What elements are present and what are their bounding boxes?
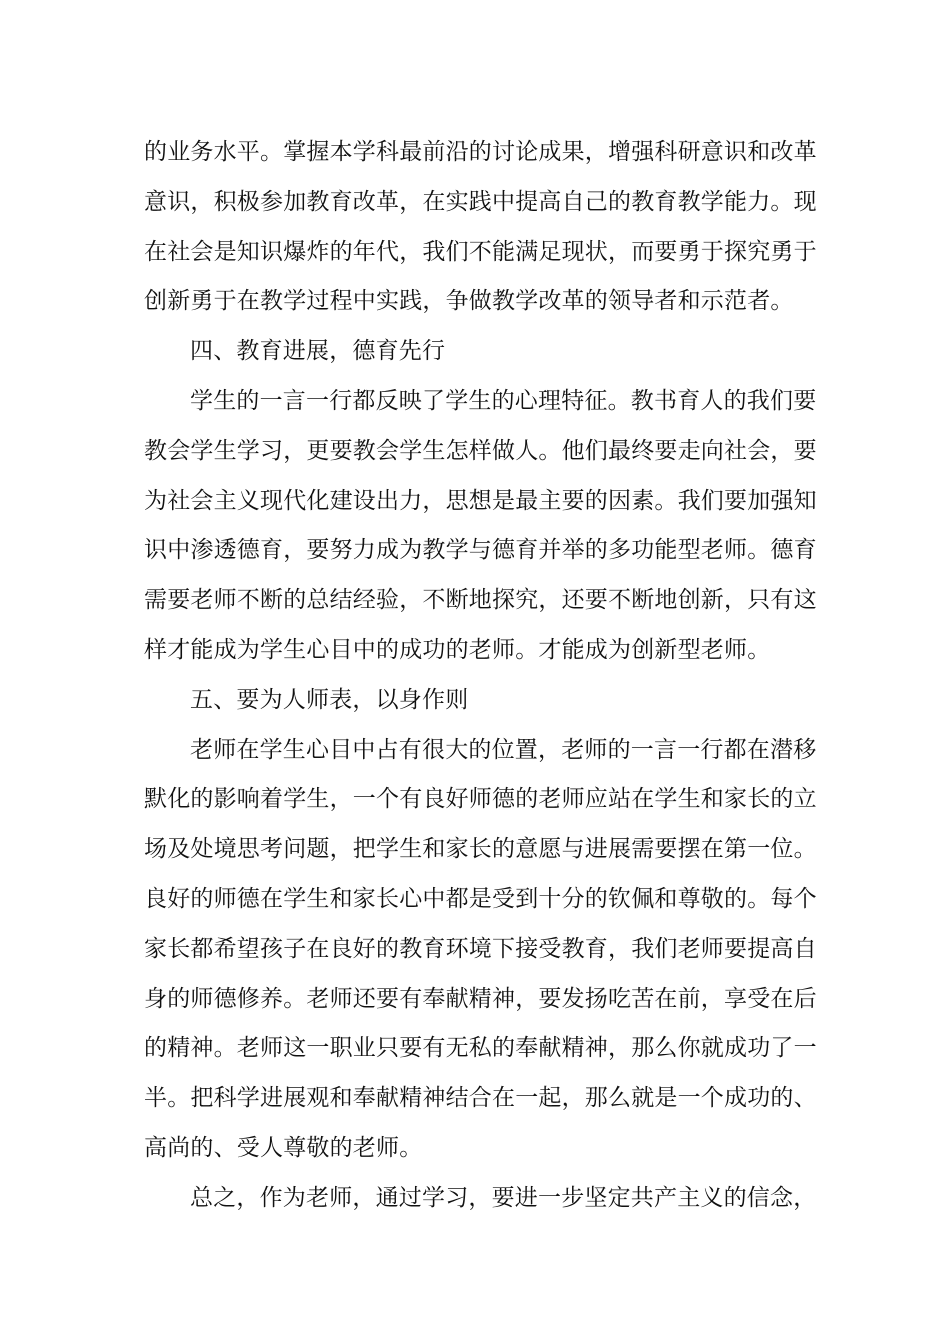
text-line: 半。把科学进展观和奉献精神结合在一起，那么就是一个成功的、	[144, 1085, 817, 1112]
text-line: 样才能成为学生心目中的成功的老师。才能成为创新型老师。	[144, 636, 771, 663]
text-line: 的精神。老师这一职业只要有无私的奉献精神，那么你就成功了一	[144, 1035, 817, 1062]
section-heading: 五、要为人师表，以身作则	[190, 686, 469, 713]
text-line: 意识，积极参加教育改革，在实践中提高自己的教育教学能力。现	[144, 188, 817, 215]
text-line: 的业务水平。掌握本学科最前沿的讨论成果，增强科研意识和改革	[144, 139, 817, 165]
text-line: 总之，作为老师，通过学习，要进一步坚定共产主义的信念，	[190, 1184, 817, 1211]
section-heading: 四、教育进展，德育先行	[190, 338, 446, 365]
text-line: 身的师德修养。老师还要有奉献精神，要发扬吃苦在前，享受在后	[144, 985, 817, 1012]
text-line: 创新勇于在教学过程中实践，争做教学改革的领导者和示范者。	[144, 288, 794, 315]
text-line: 高尚的、受人尊敬的老师。	[144, 1134, 423, 1161]
text-line: 为社会主义现代化建设出力，思想是最主要的因素。我们要加强知	[144, 487, 817, 514]
text-line: 学生的一言一行都反映了学生的心理特征。教书育人的我们要	[190, 387, 817, 414]
text-line: 在社会是知识爆炸的年代，我们不能满足现状，而要勇于探究勇于	[144, 238, 817, 265]
text-line: 需要老师不断的总结经验，不断地探究，还要不断地创新，只有这	[144, 587, 817, 614]
text-line: 默化的影响着学生，一个有良好师德的老师应站在学生和家长的立	[144, 786, 817, 813]
document-body	[144, 128, 817, 1224]
text-line: 识中渗透德育，要努力成为教学与德育并举的多功能型老师。德育	[144, 537, 817, 564]
text-line: 良好的师德在学生和家长心中都是受到十分的钦佩和尊敬的。每个	[144, 885, 817, 912]
text-line: 家长都希望孩子在良好的教育环境下接受教育，我们老师要提高自	[144, 935, 817, 962]
text-line: 场及处境思考问题，把学生和家长的意愿与进展需要摆在第一位。	[144, 836, 817, 863]
text-line: 教会学生学习，更要教会学生怎样做人。他们最终要走向社会，要	[144, 437, 817, 464]
text-line: 老师在学生心目中占有很大的位置，老师的一言一行都在潜移	[190, 736, 817, 763]
